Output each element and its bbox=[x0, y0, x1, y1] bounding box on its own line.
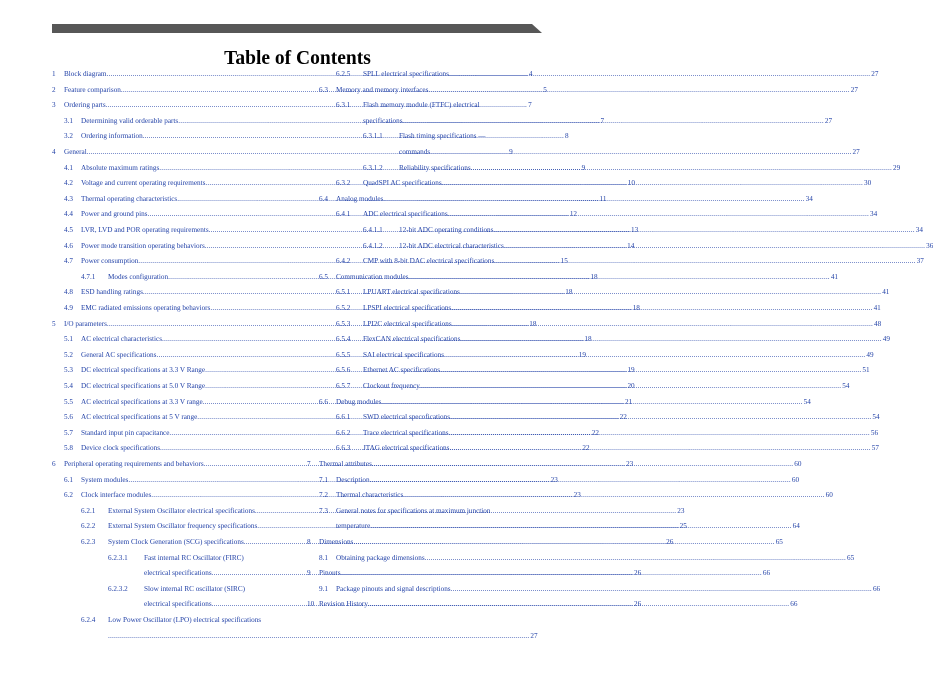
toc-entry-page: 7 bbox=[528, 101, 532, 110]
toc-entry-number: 6.4.1 bbox=[336, 210, 351, 219]
toc-entry-title: LPUART electrical specifications bbox=[363, 288, 460, 297]
toc-entry-number: 6.5 bbox=[319, 272, 328, 281]
toc-entry-title: Thermal characteristics bbox=[336, 491, 404, 500]
toc-entry-title-continued: electrical specifications bbox=[144, 569, 212, 578]
toc-entry-title: I/O parameters bbox=[64, 319, 107, 328]
toc-leader-dots bbox=[444, 351, 865, 360]
toc-entry-page: 14 bbox=[627, 241, 635, 250]
toc-entry-number: 7.3 bbox=[319, 506, 328, 515]
toc-entry-number: 6.6.3 bbox=[336, 444, 351, 453]
toc-entry-title: DC electrical specifications at 3.3 V Range bbox=[81, 366, 206, 375]
toc-entry-number: 3.1 bbox=[64, 116, 73, 125]
toc-entry-page: 4 bbox=[528, 70, 533, 78]
toc-leader-dots bbox=[403, 491, 824, 500]
toc-entry-page: 54 bbox=[872, 413, 880, 422]
toc-leader-dots bbox=[428, 86, 849, 95]
toc-leader-dots bbox=[449, 70, 870, 79]
toc-entry-number: 6.4 bbox=[319, 194, 328, 203]
toc-entry-number: 5.3 bbox=[64, 366, 73, 375]
toc-entry-title-continued: commands bbox=[399, 147, 431, 156]
toc-leader-dots bbox=[425, 554, 846, 563]
toc-leader-dots bbox=[403, 117, 824, 126]
toc-entry-page: 23 bbox=[550, 475, 558, 484]
toc-entry-title: Determining valid orderable parts bbox=[81, 116, 179, 125]
toc-entry-number: 4.5 bbox=[64, 226, 73, 234]
toc-entry-title: 12-bit ADC electrical characteristics bbox=[399, 241, 504, 250]
toc-leader-dots bbox=[381, 398, 802, 407]
toc-entry-page: 18 bbox=[632, 304, 640, 312]
toc-entry-title: ADC electrical specifications bbox=[363, 210, 448, 219]
toc-entry-number: 7.1 bbox=[319, 475, 328, 484]
toc-entry-title: Ethernet AC specifications bbox=[363, 366, 441, 375]
toc-entry-title: Absolute maximum ratings bbox=[81, 163, 160, 172]
toc-entry-page: 66 bbox=[872, 584, 881, 593]
toc-entry-number: 7.2 bbox=[319, 491, 328, 500]
toc-entry-number: 6.5.1 bbox=[336, 288, 351, 297]
toc-entry-title: QuadSPI AC specifications bbox=[363, 179, 442, 188]
toc-entry[interactable] bbox=[307, 553, 855, 563]
toc-entry-title: Debug modules bbox=[336, 397, 382, 406]
toc-entry-page: 29 bbox=[893, 163, 901, 172]
toc-entry-number: 6.2.1 bbox=[81, 506, 96, 515]
toc-entry-title: Obtaining package dimensions bbox=[336, 553, 425, 562]
toc-leader-dots bbox=[341, 569, 762, 578]
toc-entry-title: Dimensions bbox=[319, 538, 354, 546]
toc-entry-title: Block diagram bbox=[64, 70, 107, 78]
toc-leader-dots bbox=[108, 632, 529, 641]
toc-entry-page: 65 bbox=[846, 553, 855, 562]
toc-entry-number: 6.2.3.1 bbox=[108, 553, 128, 562]
toc-entry-title: Fast internal RC Oscillator (FIRC) bbox=[144, 553, 244, 562]
toc-entry-title: Revision History bbox=[319, 600, 368, 609]
toc-entry[interactable] bbox=[307, 132, 860, 157]
toc-leader-dots bbox=[442, 179, 863, 188]
toc-entry-title: 12-bit ADC operating conditions bbox=[399, 226, 494, 234]
toc-entry-title: System Clock Generation (SCG) specifications bbox=[108, 538, 244, 546]
toc-entry-number: 5.4 bbox=[64, 382, 73, 390]
toc-entry-page: 48 bbox=[873, 319, 882, 328]
toc-entry[interactable] bbox=[52, 616, 538, 641]
toc-entry-title: JTAG electrical specifications bbox=[363, 444, 450, 453]
toc-entry-page: 19 bbox=[578, 350, 586, 359]
toc-entry-number: 5.2 bbox=[64, 350, 73, 359]
toc-entry[interactable] bbox=[307, 584, 881, 594]
toc-entry-page: 37 bbox=[916, 257, 924, 266]
toc-entry-page: 49 bbox=[882, 335, 890, 344]
toc-entry-title: AC electrical specifications at 3.3 V range bbox=[81, 397, 203, 406]
toc-entry-page: 60 bbox=[791, 475, 800, 484]
toc-entry-page: 30 bbox=[864, 179, 872, 188]
toc-leader-dots bbox=[451, 585, 872, 594]
toc-leader-dots bbox=[493, 226, 914, 235]
toc-entry-title: General notes for specifications at maximum junction bbox=[336, 506, 491, 515]
toc-entry-page: 60 bbox=[794, 460, 802, 468]
toc-entry-page: 51 bbox=[862, 366, 870, 375]
toc-entry-page: 12 bbox=[569, 210, 578, 219]
toc-entry-number: 7 bbox=[307, 460, 311, 468]
toc-entry-page: 22 bbox=[582, 444, 590, 453]
toc-entry[interactable] bbox=[307, 70, 879, 79]
toc-entry-number: 5.8 bbox=[64, 444, 73, 453]
toc-entry-page: 18 bbox=[584, 335, 592, 344]
toc-leader-dots bbox=[372, 460, 793, 469]
toc-entry-title: LVR, LVD and POR operating requirements bbox=[81, 226, 209, 234]
toc-entry-page: 54 bbox=[803, 397, 811, 406]
toc-entry-title: CMP with 8-bit DAC electrical specifications bbox=[363, 257, 495, 266]
toc-entry-title: Flash memory module (FTFC) electrical bbox=[363, 101, 480, 110]
toc-entry-page: 34 bbox=[869, 210, 878, 219]
toc-entry[interactable] bbox=[307, 163, 901, 173]
toc-entry-number: 4.8 bbox=[64, 288, 73, 297]
toc-entry-page: 27 bbox=[871, 70, 879, 78]
toc-entry-number: 4.3 bbox=[64, 194, 73, 203]
toc-entry-number: 5.1 bbox=[64, 335, 73, 344]
toc-leader-dots bbox=[420, 382, 841, 391]
toc-entry-title: LPSPI electrical specifications bbox=[363, 304, 452, 312]
toc-entry-number: 2 bbox=[52, 85, 56, 94]
toc-entry-number: 6.3.1.1 bbox=[363, 132, 383, 141]
toc-entry-page: 23 bbox=[573, 491, 581, 500]
toc-entry-number: 3.2 bbox=[64, 132, 73, 141]
toc-entry-number: 4.7.1 bbox=[81, 272, 96, 281]
toc-entry-number: 6.5.3 bbox=[336, 319, 351, 328]
toc-entry-page: 25 bbox=[679, 522, 687, 531]
toc-entry-page: 5 bbox=[543, 85, 547, 94]
toc-leader-dots bbox=[504, 242, 925, 251]
toc-entry-title: Low Power Oscillator (LPO) electrical specifications bbox=[108, 616, 262, 624]
toc-entry-title: Device clock specifications bbox=[81, 444, 161, 453]
toc-leader-dots bbox=[440, 366, 861, 375]
toc-entry-page: 18 bbox=[529, 319, 537, 328]
toc-entry-title: AC electrical specifications at 5 V range bbox=[81, 413, 198, 422]
toc-entry-number: 4.4 bbox=[64, 210, 73, 219]
toc-entry-title: Trace electrical specifications bbox=[363, 428, 449, 437]
toc-entry-page: 36 bbox=[926, 241, 933, 250]
toc-entry-number: 9 bbox=[307, 569, 311, 578]
toc-entry-number: 5.5 bbox=[64, 397, 73, 406]
toc-entry-number: 6.4.1.2 bbox=[363, 241, 383, 250]
toc-leader-dots bbox=[451, 304, 872, 313]
toc-entry-number: 6.3.2 bbox=[336, 179, 351, 188]
toc-entry-title: Peripheral operating requirements and behaviors bbox=[64, 460, 204, 468]
toc-entry-title: Communication modules bbox=[336, 272, 409, 281]
toc-entry-number: 6.1 bbox=[64, 475, 73, 484]
toc-entry-page: 27 bbox=[824, 116, 833, 125]
toc-entry-title: Ordering information bbox=[81, 132, 143, 141]
toc-leader-dots bbox=[452, 320, 873, 329]
toc-entry-title: Flash timing specifications — bbox=[399, 132, 486, 141]
toc-entry-page: 26 bbox=[666, 538, 674, 546]
toc-entry-page: 23 bbox=[626, 460, 634, 468]
toc-entry-title: SAI electrical specifications bbox=[363, 350, 445, 359]
toc-entry-number: 8 bbox=[307, 538, 311, 546]
toc-entry-title-continued: temperature bbox=[336, 522, 371, 531]
toc-entry-title: Memory and memory interfaces bbox=[336, 85, 429, 94]
toc-entry-page: 41 bbox=[873, 304, 881, 312]
toc-leader-dots bbox=[370, 476, 791, 485]
toc-entry-number: 9.1 bbox=[319, 584, 328, 593]
toc-entry-number: 10 bbox=[307, 600, 315, 609]
toc-entry-number: 6.6.2 bbox=[336, 428, 351, 437]
toc-entry-title: External System Oscillator electrical specifications bbox=[108, 506, 255, 515]
toc-entry-number: 4 bbox=[52, 148, 56, 156]
toc-entry-number: 6.5.2 bbox=[336, 304, 351, 312]
toc-leader-dots bbox=[450, 413, 871, 422]
toc-entry-number: 4.6 bbox=[64, 241, 73, 250]
toc-entry-page: 57 bbox=[871, 444, 879, 453]
toc-entry-page: 26 bbox=[634, 600, 642, 609]
toc-entry-number: 6 bbox=[52, 460, 56, 468]
toc-entry-page: 13 bbox=[630, 226, 639, 234]
toc-entry-number: 6.3.1 bbox=[336, 101, 351, 110]
toc-entry-page: 66 bbox=[762, 569, 771, 578]
toc-entry-page: 15 bbox=[560, 257, 568, 266]
toc-entry-number: 6.6 bbox=[319, 397, 328, 406]
toc-entry-page: 9 bbox=[581, 163, 586, 172]
toc-entry-page: 22 bbox=[591, 428, 599, 437]
toc-entry-number: 6.5.6 bbox=[336, 366, 351, 375]
toc-entry-page: 34 bbox=[915, 226, 923, 234]
toc-leader-dots bbox=[449, 444, 870, 453]
toc-entry-title: Modes configuration bbox=[108, 272, 169, 281]
toc-leader-dots bbox=[353, 538, 774, 547]
toc-entry-page: 65 bbox=[775, 538, 783, 546]
toc-entry-number: 6.2.3.2 bbox=[108, 584, 128, 593]
toc-entry[interactable] bbox=[307, 319, 882, 329]
toc-entry-page: 8 bbox=[565, 132, 569, 141]
toc-entry-title: Slow internal RC oscillator (SIRC) bbox=[144, 584, 246, 593]
toc-entry-number: 4.1 bbox=[64, 163, 73, 172]
toc-entry-title: General AC specifications bbox=[81, 350, 157, 359]
toc-entry-number: 6.5.4 bbox=[336, 335, 351, 344]
toc-entry-number: 5.6 bbox=[64, 413, 73, 422]
toc-entry-number: 6.4.2 bbox=[336, 257, 351, 266]
header-bar bbox=[52, 24, 542, 33]
toc-entry-number: 3 bbox=[52, 101, 56, 110]
toc-entry-title: EMC radiated emissions operating behaviors bbox=[81, 304, 211, 312]
toc-entry[interactable] bbox=[307, 85, 858, 95]
toc-entry-page: 10 bbox=[627, 179, 635, 188]
toc-leader-dots bbox=[471, 164, 892, 173]
toc-entry-title: Description bbox=[336, 475, 370, 484]
toc-leader-dots bbox=[460, 288, 881, 297]
toc-entry-page: 20 bbox=[627, 382, 635, 390]
toc-entry-page: 56 bbox=[870, 428, 879, 437]
toc-leader-dots bbox=[448, 210, 869, 219]
toc-leader-dots bbox=[383, 195, 804, 204]
toc-entry-number: 6.3.1.2 bbox=[363, 163, 383, 172]
toc-entry-title: SPLL electrical specifications bbox=[363, 70, 449, 78]
toc-entry-number: 4.2 bbox=[64, 179, 73, 188]
toc-entry-number: 6.2.2 bbox=[81, 522, 96, 531]
toc-entry-number: 6.5.5 bbox=[336, 350, 351, 359]
toc-entry-title-continued: specifications bbox=[363, 116, 403, 125]
toc-entry-page: 60 bbox=[825, 491, 833, 500]
toc-entry-page: 54 bbox=[842, 382, 850, 390]
toc-entry-page: 26 bbox=[634, 569, 642, 578]
toc-entry-page: 49 bbox=[866, 350, 874, 359]
toc-leader-dots bbox=[430, 148, 851, 157]
toc-leader-dots bbox=[408, 273, 829, 282]
toc-leader-dots bbox=[370, 522, 791, 531]
toc-entry-title: Feature comparison bbox=[64, 85, 121, 94]
toc-entry-page: 19 bbox=[627, 366, 635, 375]
toc-entry-number: 5.7 bbox=[64, 428, 73, 437]
toc-entry-page: 7 bbox=[600, 116, 605, 125]
toc-entry-title: Package pinouts and signal descriptions bbox=[336, 584, 451, 593]
toc-leader-dots bbox=[460, 335, 881, 344]
toc-entry-page: 18 bbox=[590, 272, 598, 281]
toc-entry-number: 1 bbox=[52, 70, 56, 78]
toc-entry-title: Clockout frequency bbox=[363, 382, 420, 390]
toc-entry-title: Pinouts bbox=[319, 569, 341, 578]
toc-entry-title: External System Oscillator frequency specifications bbox=[108, 522, 258, 531]
toc-entry-title: DC electrical specifications at 5.0 V Range bbox=[81, 382, 206, 390]
toc-entry-page: 23 bbox=[677, 506, 685, 515]
toc-entry-page: 34 bbox=[805, 194, 813, 203]
toc-entry-page: 27 bbox=[852, 147, 860, 156]
toc-entry-number: 6.5.7 bbox=[336, 382, 351, 390]
toc-entry-number: 6.2.4 bbox=[81, 616, 96, 624]
toc-entry-title: LPI2C electrical specifications bbox=[363, 319, 452, 328]
toc-entry-number: 5 bbox=[52, 319, 56, 328]
toc-entry-title: Power mode transition operating behaviors bbox=[81, 241, 205, 250]
toc-entry-title-continued: electrical specifications bbox=[144, 600, 212, 609]
toc-entry-number: 8.1 bbox=[319, 553, 328, 562]
toc-leader-dots bbox=[368, 600, 789, 609]
toc-entry-page: 66 bbox=[790, 600, 798, 609]
toc-entry-page: 18 bbox=[565, 288, 573, 297]
toc-entry-title: Clock interface modules bbox=[81, 491, 152, 500]
toc-entry-title: System modules bbox=[81, 475, 129, 484]
toc-entry-title: Analog modules bbox=[336, 194, 384, 203]
toc-entry-title: Power and ground pins bbox=[81, 210, 148, 219]
toc-entry-page: 41 bbox=[882, 288, 890, 297]
toc-entry-title: Thermal operating characteristics bbox=[81, 194, 178, 203]
toc-entry-title: Voltage and current operating requirements bbox=[81, 179, 206, 188]
toc-entry-title: General bbox=[64, 148, 87, 156]
page-title: Table of Contents bbox=[224, 48, 371, 69]
toc-entry-page: 21 bbox=[625, 397, 633, 406]
toc-entry-number: 6.6.1 bbox=[336, 413, 351, 422]
toc-entry-number: 6.2 bbox=[64, 491, 73, 500]
toc-entry-number: 6.3 bbox=[319, 85, 328, 94]
toc-entry-title: Reliability specifications bbox=[399, 163, 471, 172]
toc-entry-title: FlexCAN electrical specifications bbox=[363, 335, 461, 344]
toc-leader-dots bbox=[494, 257, 915, 266]
toc-entry-title: Power consumption bbox=[81, 257, 139, 266]
toc-entry-page: 64 bbox=[792, 522, 800, 531]
toc-entry-title: SWD electrical specofications bbox=[363, 413, 451, 422]
toc-entry-title: Ordering parts bbox=[64, 101, 106, 110]
toc-entry-page: 11 bbox=[599, 194, 607, 203]
toc-entry-number: 6.4.1.1 bbox=[363, 226, 383, 234]
toc-entry-title: AC electrical characteristics bbox=[81, 335, 163, 344]
toc-entry[interactable] bbox=[307, 101, 833, 126]
toc-entry-page: 27 bbox=[530, 631, 538, 640]
toc-entry-number: 6.2.3 bbox=[81, 538, 96, 546]
toc-entry-number: 6.2.5 bbox=[336, 70, 351, 78]
toc-entry-title: Thermal attributes bbox=[319, 460, 372, 468]
toc-entry-page: 41 bbox=[830, 272, 838, 281]
toc-entry-title: Standard input pin capacitance bbox=[81, 428, 170, 437]
toc-entry-number: 4.7 bbox=[64, 257, 73, 266]
toc-entry-page: 22 bbox=[619, 413, 627, 422]
toc-entry-page: 9 bbox=[509, 148, 513, 156]
toc-entry-title: ESD handling ratings bbox=[81, 288, 143, 297]
toc-entry-number: 4.9 bbox=[64, 304, 73, 312]
toc-leader-dots bbox=[449, 429, 870, 438]
toc-entry-page: 27 bbox=[850, 85, 858, 94]
